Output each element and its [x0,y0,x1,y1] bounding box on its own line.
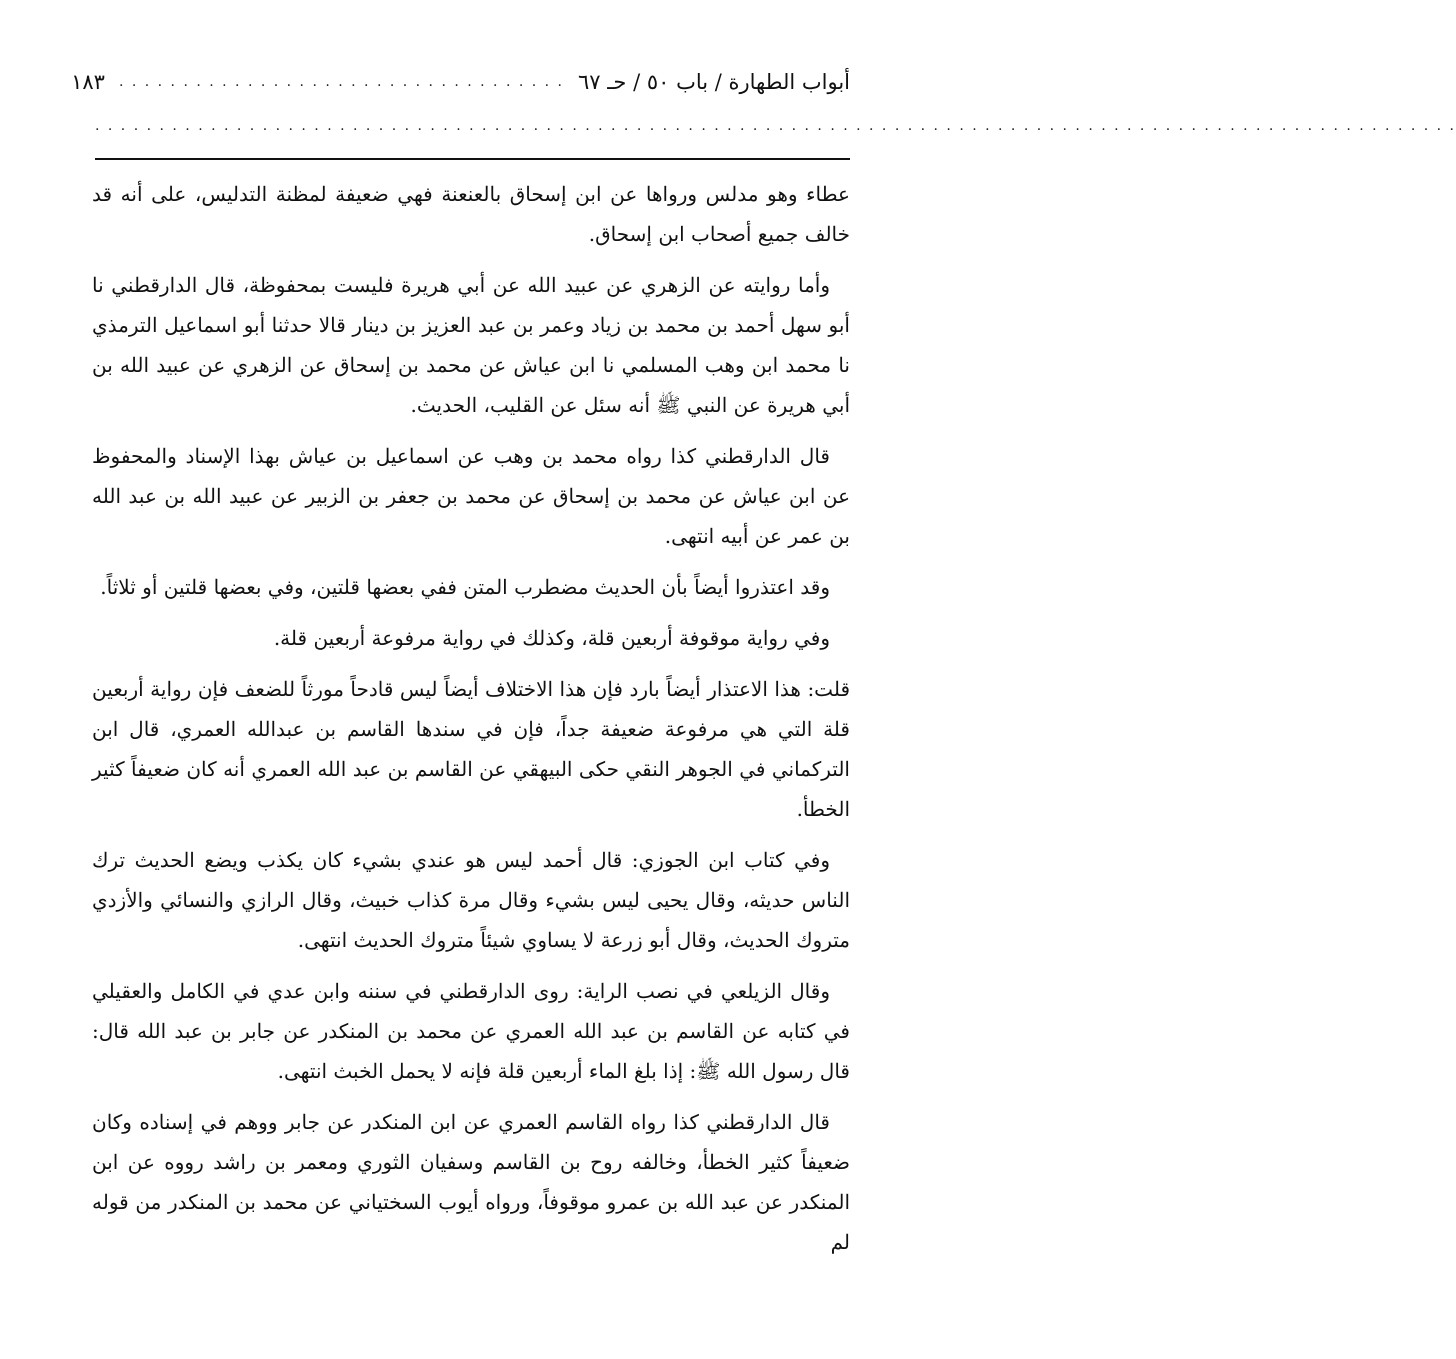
paragraph: وقد اعتذروا أيضاً بأن الحديث مضطرب المتن ففي بعضها قلتين، وفي بعضها قلتين أو ثلاثاً. [100,575,830,599]
chapter-title: أبواب الطهارة / باب ٥٠ / حـ ٦٧ [578,70,850,94]
header-dot-leader: . . . . . . . . . . . . . . . . . . . . . . . . . . . . . . . . . . . [118,74,565,90]
paragraph: قال الدارقطني كذا رواه القاسم العمري عن ابن المنكدر عن جابر ووهم في إسناده وكان ضعيفاً كثير الخطأ، وخالفه روح بن القاسم وسفيان الثوري ومعمر بن راشد رووه عن ابن المنكدر عن عبد الله بن عمرو موقوفاً، ورواه أيوب السختياني عن محمد بن المنكدر من قوله لم [92,1110,850,1254]
paragraph: وأما روايته عن الزهري عن عبيد الله عن أبي هريرة فليست بمحفوظة، قال الدارقطني نا أبو سهل أحمد بن محمد بن زياد وعمر بن عبد العزيز بن دينار قالا حدثنا أبو اسماعيل الترمذي نا محمد ابن وهب المسلمي نا ابن عياش عن محمد بن إسحاق عن الزهري عن عبيد الله بن أبي هريرة عن النبي ﷺ أنه سئل عن القليب، الحديث. [92,273,850,417]
main-text [92,174,850,1273]
paragraph: وقال الزيلعي في نصب الراية: روى الدارقطني في سننه وابن عدي في الكامل والعقيلي في كتابه عن القاسم بن عبد الله العمري عن محمد بن المنكدر عن جابر بن عبد الله قال: قال رسول الله ﷺ: إذا بلغ الماء أربعين قلة فإنه لا يحمل الخبث انتهى. [92,979,850,1083]
paragraph: قلت: هذا الاعتذار أيضاً بارد فإن هذا الاختلاف أيضاً ليس قادحاً مورثاً للضعف فإن رواية أربعين قلة التي هي مرفوعة ضعيفة جداً، فإن في سندها القاسم بن عبدالله العمري، قال ابن التركماني في الجوهر النقي حكى البيهقي عن القاسم بن عبد الله العمري أنه كان ضعيفاً كثير الخطأ. [92,677,850,821]
paragraph: وفي كتاب ابن الجوزي: قال أحمد ليس هو عندي بشيء كان يكذب ويضع الحديث ترك الناس حديثه، وقال يحيى ليس بشيء وقال مرة كذاب خبيث، وقال الرازي والنسائي والأزدي متروك الحديث، وقال أبو زرعة لا يساوي شيئاً متروك الحديث انتهى. [92,848,850,952]
dotted-separator: . . . . . . . . . . . . . . . . . . . . . . . . . . . . . . . . . . . . . . . . . . . . . . . . . . . . . . . . . . . . . . . . . . . . . . . . . . . . . . . . . . . . . . . . . . . . . . . . . . . . . . . . . . [95,118,1456,134]
paragraph: عطاء وهو مدلس ورواها عن ابن إسحاق بالعنعنة فهي ضعيفة لمظنة التدليس، على أنه قد خالف جميع أصحاب ابن إسحاق. [92,182,850,246]
page-number: ١٨٣ [71,70,105,94]
paragraph: وفي رواية موقوفة أربعين قلة، وكذلك في رواية مرفوعة أربعين قلة. [273,626,830,650]
header-rule [95,158,850,160]
running-header [71,62,850,102]
paragraph: قال الدارقطني كذا رواه محمد بن وهب عن اسماعيل بن عياش بهذا الإسناد والمحفوظ عن ابن عياش عن محمد بن إسحاق عن محمد بن جعفر بن الزبير عن عبيد الله بن عبد الله بن عمر عن أبيه انتهى. [92,444,850,548]
